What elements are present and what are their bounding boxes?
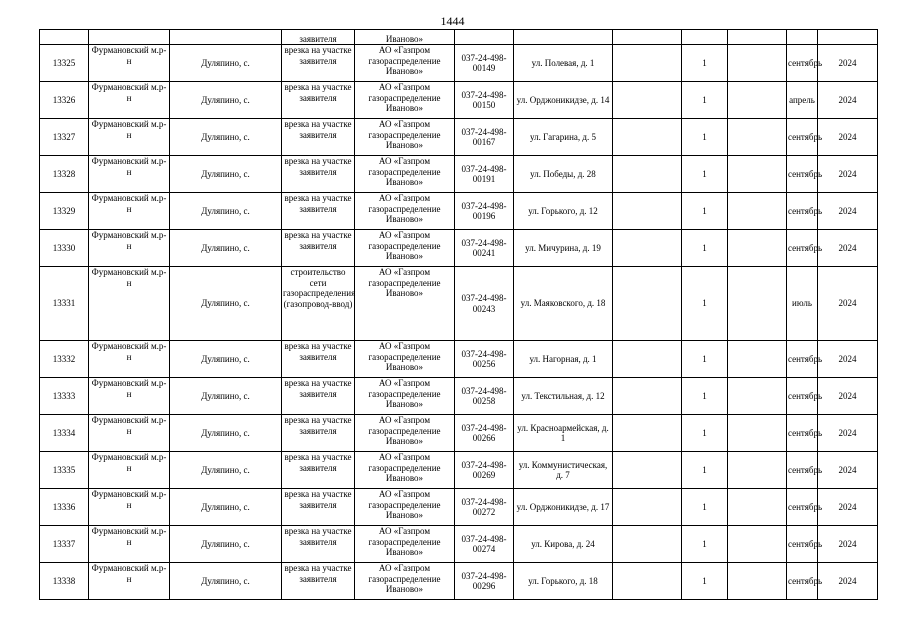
empty-cell [613, 415, 682, 452]
row-number: 13331 [40, 267, 89, 341]
row-number: 13338 [40, 563, 89, 600]
organization-cell: АО «Газпром газораспределение Иваново» [355, 378, 455, 415]
row-number: 13337 [40, 526, 89, 563]
application-id-cell: 037-24-498-00167 [455, 119, 514, 156]
table-row [40, 156, 878, 193]
empty-cell [728, 489, 787, 526]
empty-cell [728, 267, 787, 341]
application-id-cell: 037-24-498-00266 [455, 415, 514, 452]
work-type-cell: врезка на участке заявителя [282, 341, 355, 378]
address-cell: ул. Горького, д. 12 [514, 193, 613, 230]
quantity-cell: 1 [682, 230, 728, 267]
continuation-org: Иваново» [355, 30, 455, 45]
quantity-cell: 1 [682, 452, 728, 489]
year-cell: 2024 [818, 489, 878, 526]
work-type-cell: врезка на участке заявителя [282, 378, 355, 415]
continuation-row [40, 30, 878, 45]
month-cell: сентябрь [787, 452, 818, 489]
district-cell: Фурмановский м.р-н [89, 230, 170, 267]
application-id-cell: 037-24-498-00296 [455, 563, 514, 600]
empty-cell [613, 45, 682, 82]
quantity-cell: 1 [682, 156, 728, 193]
row-number: 13325 [40, 45, 89, 82]
locality-cell: Дуляпино, с. [170, 526, 282, 563]
work-type-cell: строительство сети газораспределения (газопровод-ввод) [282, 267, 355, 341]
table-row [40, 119, 878, 156]
quantity-cell: 1 [682, 267, 728, 341]
year-cell: 2024 [818, 156, 878, 193]
application-id-cell: 037-24-498-00243 [455, 267, 514, 341]
empty-cell [728, 230, 787, 267]
address-cell: ул. Орджоникидзе, д. 14 [514, 82, 613, 119]
empty-cell [728, 452, 787, 489]
table-row [40, 526, 878, 563]
page-number: 1444 [440, 14, 465, 28]
month-cell: сентябрь [787, 230, 818, 267]
year-cell: 2024 [818, 230, 878, 267]
district-cell: Фурмановский м.р-н [89, 82, 170, 119]
district-cell: Фурмановский м.р-н [89, 563, 170, 600]
address-cell: ул. Нагорная, д. 1 [514, 341, 613, 378]
organization-cell: АО «Газпром газораспределение Иваново» [355, 230, 455, 267]
locality-cell: Дуляпино, с. [170, 230, 282, 267]
quantity-cell: 1 [682, 563, 728, 600]
organization-cell: АО «Газпром газораспределение Иваново» [355, 82, 455, 119]
district-cell: Фурмановский м.р-н [89, 119, 170, 156]
work-type-cell: врезка на участке заявителя [282, 156, 355, 193]
empty-cell [728, 341, 787, 378]
application-id-cell: 037-24-498-00272 [455, 489, 514, 526]
year-cell: 2024 [818, 193, 878, 230]
quantity-cell: 1 [682, 415, 728, 452]
application-id-cell: 037-24-498-00258 [455, 378, 514, 415]
district-cell: Фурмановский м.р-н [89, 489, 170, 526]
quantity-cell: 1 [682, 489, 728, 526]
month-cell: сентябрь [787, 378, 818, 415]
table-row [40, 452, 878, 489]
table-row [40, 378, 878, 415]
quantity-cell: 1 [682, 119, 728, 156]
organization-cell: АО «Газпром газораспределение Иваново» [355, 45, 455, 82]
month-cell: апрель [787, 82, 818, 119]
empty-cell [613, 378, 682, 415]
locality-cell: Дуляпино, с. [170, 82, 282, 119]
address-cell: ул. Маяковского, д. 18 [514, 267, 613, 341]
district-cell: Фурмановский м.р-н [89, 341, 170, 378]
year-cell: 2024 [818, 378, 878, 415]
empty-cell [613, 119, 682, 156]
empty-cell [613, 267, 682, 341]
year-cell: 2024 [818, 119, 878, 156]
district-cell: Фурмановский м.р-н [89, 526, 170, 563]
empty-cell [728, 563, 787, 600]
organization-cell: АО «Газпром газораспределение Иваново» [355, 156, 455, 193]
district-cell: Фурмановский м.р-н [89, 267, 170, 341]
district-cell: Фурмановский м.р-н [89, 156, 170, 193]
month-cell: сентябрь [787, 119, 818, 156]
empty-cell [613, 341, 682, 378]
quantity-cell: 1 [682, 82, 728, 119]
year-cell: 2024 [818, 452, 878, 489]
row-number: 13330 [40, 230, 89, 267]
application-id-cell: 037-24-498-00196 [455, 193, 514, 230]
work-type-cell: врезка на участке заявителя [282, 452, 355, 489]
empty-cell [613, 230, 682, 267]
organization-cell: АО «Газпром газораспределение Иваново» [355, 489, 455, 526]
work-type-cell: врезка на участке заявителя [282, 45, 355, 82]
continuation-work-type: заявителя [282, 30, 355, 45]
month-cell: сентябрь [787, 341, 818, 378]
application-id-cell: 037-24-498-00191 [455, 156, 514, 193]
table-row [40, 489, 878, 526]
year-cell: 2024 [818, 267, 878, 341]
organization-cell: АО «Газпром газораспределение Иваново» [355, 526, 455, 563]
work-type-cell: врезка на участке заявителя [282, 526, 355, 563]
address-cell: ул. Коммунистическая, д. 7 [514, 452, 613, 489]
work-type-cell: врезка на участке заявителя [282, 230, 355, 267]
empty-cell [728, 415, 787, 452]
work-type-cell: врезка на участке заявителя [282, 193, 355, 230]
month-cell: сентябрь [787, 563, 818, 600]
row-number: 13332 [40, 341, 89, 378]
table-row [40, 230, 878, 267]
locality-cell: Дуляпино, с. [170, 415, 282, 452]
quantity-cell: 1 [682, 526, 728, 563]
address-cell: ул. Мичурина, д. 19 [514, 230, 613, 267]
address-cell: ул. Текстильная, д. 12 [514, 378, 613, 415]
empty-cell [613, 452, 682, 489]
address-cell: ул. Победы, д. 28 [514, 156, 613, 193]
empty-cell [728, 119, 787, 156]
district-cell: Фурмановский м.р-н [89, 378, 170, 415]
empty-cell [728, 156, 787, 193]
locality-cell: Дуляпино, с. [170, 378, 282, 415]
locality-cell: Дуляпино, с. [170, 119, 282, 156]
table-row [40, 45, 878, 82]
locality-cell: Дуляпино, с. [170, 45, 282, 82]
quantity-cell: 1 [682, 378, 728, 415]
organization-cell: АО «Газпром газораспределение Иваново» [355, 267, 455, 341]
application-id-cell: 037-24-498-00241 [455, 230, 514, 267]
register-table [39, 29, 878, 600]
table-row [40, 563, 878, 600]
locality-cell: Дуляпино, с. [170, 452, 282, 489]
empty-cell [613, 156, 682, 193]
row-number: 13335 [40, 452, 89, 489]
empty-cell [728, 378, 787, 415]
district-cell: Фурмановский м.р-н [89, 415, 170, 452]
organization-cell: АО «Газпром газораспределение Иваново» [355, 452, 455, 489]
address-cell: ул. Красноармейская, д. 1 [514, 415, 613, 452]
application-id-cell: 037-24-498-00256 [455, 341, 514, 378]
year-cell: 2024 [818, 82, 878, 119]
application-id-cell: 037-24-498-00150 [455, 82, 514, 119]
row-number: 13326 [40, 82, 89, 119]
organization-cell: АО «Газпром газораспределение Иваново» [355, 563, 455, 600]
address-cell: ул. Гагарина, д. 5 [514, 119, 613, 156]
empty-cell [613, 526, 682, 563]
month-cell: сентябрь [787, 45, 818, 82]
organization-cell: АО «Газпром газораспределение Иваново» [355, 193, 455, 230]
quantity-cell: 1 [682, 341, 728, 378]
district-cell: Фурмановский м.р-н [89, 193, 170, 230]
row-number: 13328 [40, 156, 89, 193]
year-cell: 2024 [818, 526, 878, 563]
work-type-cell: врезка на участке заявителя [282, 119, 355, 156]
locality-cell: Дуляпино, с. [170, 193, 282, 230]
table-row [40, 341, 878, 378]
organization-cell: АО «Газпром газораспределение Иваново» [355, 119, 455, 156]
organization-cell: АО «Газпром газораспределение Иваново» [355, 341, 455, 378]
work-type-cell: врезка на участке заявителя [282, 489, 355, 526]
locality-cell: Дуляпино, с. [170, 341, 282, 378]
table-row [40, 415, 878, 452]
empty-cell [613, 193, 682, 230]
application-id-cell: 037-24-498-00274 [455, 526, 514, 563]
month-cell: сентябрь [787, 156, 818, 193]
address-cell: ул. Горького, д. 18 [514, 563, 613, 600]
address-cell: ул. Орджоникидзе, д. 17 [514, 489, 613, 526]
locality-cell: Дуляпино, с. [170, 267, 282, 341]
address-cell: ул. Кирова, д. 24 [514, 526, 613, 563]
year-cell: 2024 [818, 415, 878, 452]
row-number: 13327 [40, 119, 89, 156]
empty-cell [613, 563, 682, 600]
year-cell: 2024 [818, 45, 878, 82]
quantity-cell: 1 [682, 45, 728, 82]
organization-cell: АО «Газпром газораспределение Иваново» [355, 415, 455, 452]
locality-cell: Дуляпино, с. [170, 489, 282, 526]
application-id-cell: 037-24-498-00269 [455, 452, 514, 489]
locality-cell: Дуляпино, с. [170, 563, 282, 600]
district-cell: Фурмановский м.р-н [89, 452, 170, 489]
empty-cell [728, 526, 787, 563]
month-cell: сентябрь [787, 193, 818, 230]
row-number: 13329 [40, 193, 89, 230]
work-type-cell: врезка на участке заявителя [282, 82, 355, 119]
address-cell: ул. Полевая, д. 1 [514, 45, 613, 82]
district-cell: Фурмановский м.р-н [89, 45, 170, 82]
empty-cell [613, 82, 682, 119]
work-type-cell: врезка на участке заявителя [282, 563, 355, 600]
row-number: 13336 [40, 489, 89, 526]
empty-cell [728, 193, 787, 230]
table-row [40, 267, 878, 341]
empty-cell [728, 45, 787, 82]
month-cell: сентябрь [787, 489, 818, 526]
application-id-cell: 037-24-498-00149 [455, 45, 514, 82]
row-number: 13334 [40, 415, 89, 452]
table-row [40, 82, 878, 119]
empty-cell [728, 82, 787, 119]
table-row [40, 193, 878, 230]
month-cell: сентябрь [787, 415, 818, 452]
year-cell: 2024 [818, 563, 878, 600]
month-cell: июль [787, 267, 818, 341]
year-cell: 2024 [818, 341, 878, 378]
month-cell: сентябрь [787, 526, 818, 563]
row-number: 13333 [40, 378, 89, 415]
work-type-cell: врезка на участке заявителя [282, 415, 355, 452]
quantity-cell: 1 [682, 193, 728, 230]
empty-cell [613, 489, 682, 526]
locality-cell: Дуляпино, с. [170, 156, 282, 193]
